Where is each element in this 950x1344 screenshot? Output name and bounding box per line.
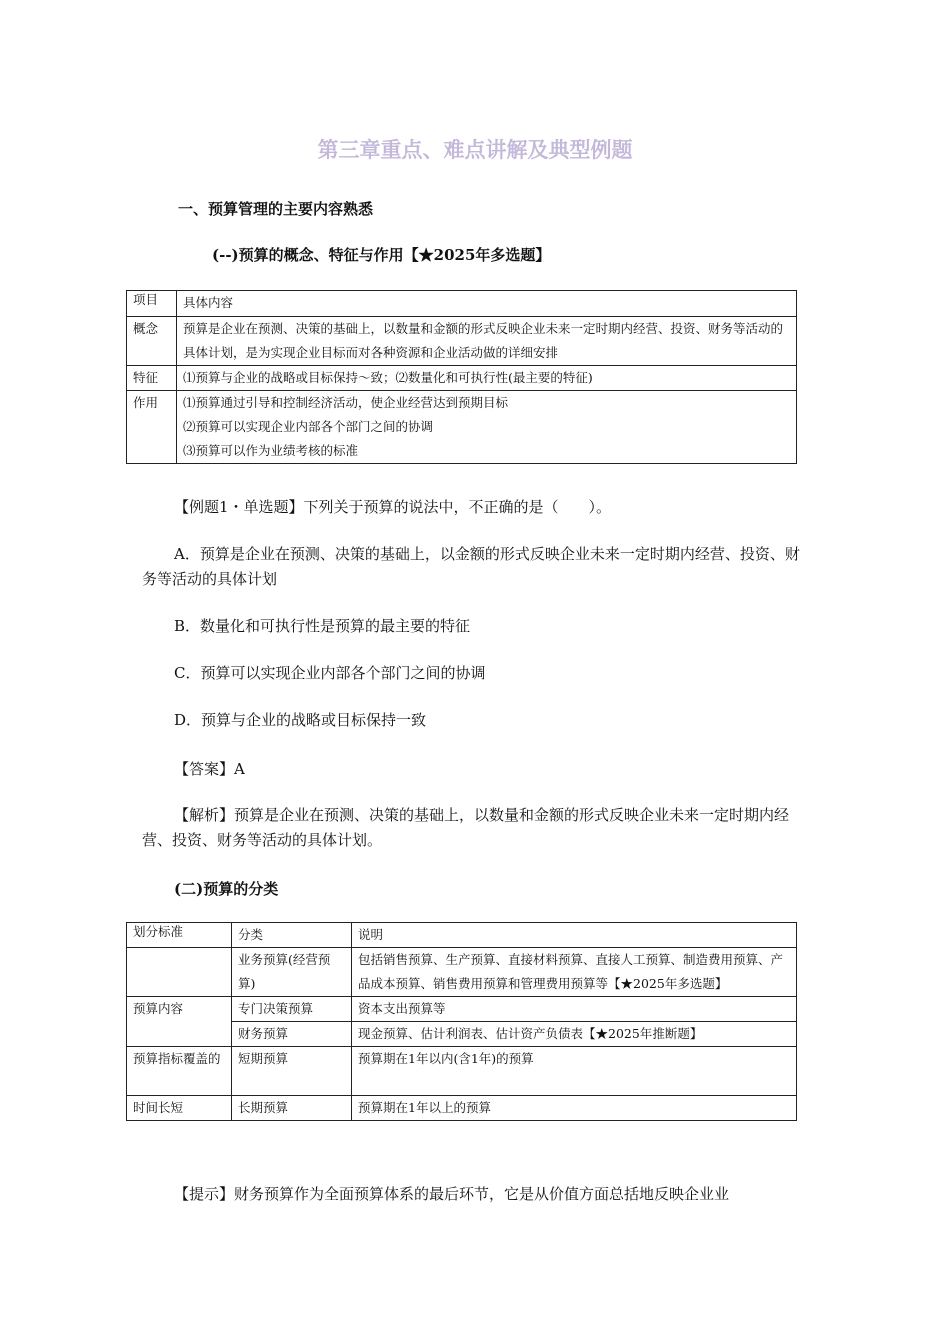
- table-cell: 预算期在1年以上的预算: [352, 1096, 797, 1121]
- table-cell: 作用: [127, 391, 177, 464]
- table-row: [127, 997, 797, 1022]
- table-cell: 短期预算: [232, 1047, 352, 1096]
- table-cell: 具体内容: [177, 291, 797, 317]
- table-cell: 项目: [127, 291, 177, 317]
- tip: 【提示】财务预算作为全面预算体系的最后环节，它是从价值方面总括地反映企业业: [174, 1185, 730, 1203]
- table-cell: [127, 948, 232, 997]
- option-b: B．数量化和可执行性是预算的最主要的特征: [174, 617, 471, 635]
- table-cell: 包括销售预算、生产预算、直接材料预算、直接人工预算、制造费用预算、产品成本预算、销售费用预算和管理费用预算等【★2025年多选题】: [352, 948, 797, 997]
- table-row: [127, 366, 797, 391]
- option-a: A．预算是企业在预测、决策的基础上，以金额的形式反映企业未来一定时期内经营、投资、财务等活动的具体计划: [142, 545, 800, 588]
- section-heading: 一、预算管理的主要内容熟悉: [178, 200, 374, 218]
- option-d: D．预算与企业的战略或目标保持一致: [174, 711, 427, 729]
- table-cell: 划分标准: [127, 923, 232, 948]
- analysis: 【解析】预算是企业在预测、决策的基础上，以数量和金额的形式反映企业未来一定时期内经营、投资、财务等活动的具体计划。: [142, 806, 790, 849]
- table-cell: 现金预算、估计利润表、估计资产负债表【★2025年推断题】: [352, 1022, 797, 1047]
- list-item: ⑶预算可以作为业绩考核的标准: [183, 443, 359, 458]
- table-row: [127, 1047, 797, 1096]
- page-title: 第三章重点、难点讲解及典型例题: [317, 138, 633, 162]
- table-cell: 长期预算: [232, 1096, 352, 1121]
- table-row: [127, 317, 797, 366]
- table-cell: 预算指标覆盖的: [127, 1047, 232, 1096]
- answer: 【答案】A: [174, 760, 245, 778]
- table-cell: 概念: [127, 317, 177, 366]
- budget-classification-table: [126, 922, 797, 1121]
- table-cell: 财务预算: [232, 1022, 352, 1047]
- table-cell: 时间长短: [127, 1096, 232, 1121]
- subsection-heading-2: (二)预算的分类: [174, 880, 279, 898]
- table-cell: 业务预算(经营预算): [232, 948, 352, 997]
- table-cell: 预算内容: [127, 997, 232, 1047]
- table-cell: 预算是企业在预测、决策的基础上，以数量和金额的形式反映企业未来一定时期内经营、投资、财务等活动的具体计划，是为实现企业目标而对各种资源和企业活动做的详细安排: [177, 317, 797, 366]
- table-row: [127, 1096, 797, 1121]
- table-cell: 资本支出预算等: [352, 997, 797, 1022]
- table-row: [127, 923, 797, 948]
- table-cell: 预算期在1年以内(含1年)的预算: [352, 1047, 797, 1096]
- example-question: 【例题1・单选题】下列关于预算的说法中，不正确的是（ ）。: [174, 498, 612, 516]
- table-row: [127, 391, 797, 464]
- table-cell: 分类: [232, 923, 352, 948]
- list-item: ⑵预算可以实现企业内部各个部门之间的协调: [183, 419, 434, 434]
- table-row: [127, 291, 797, 317]
- budget-concept-table: [126, 290, 797, 464]
- table-cell: 特征: [127, 366, 177, 391]
- list-item: ⑴预算通过引导和控制经济活动，使企业经营达到预期目标: [183, 395, 509, 410]
- table-cell: ⑴预算与企业的战略或目标保持〜致；⑵数量化和可执行性(最主要的特征): [177, 366, 797, 391]
- table-cell: 说明: [352, 923, 797, 948]
- table-row: [127, 948, 797, 997]
- table-cell: [177, 391, 797, 464]
- table-cell: 专门决策预算: [232, 997, 352, 1022]
- option-c: C．预算可以实现企业内部各个部门之间的协调: [174, 664, 486, 682]
- subsection-heading-1: (--)预算的概念、特征与作用【★2025年多选题】: [212, 246, 551, 264]
